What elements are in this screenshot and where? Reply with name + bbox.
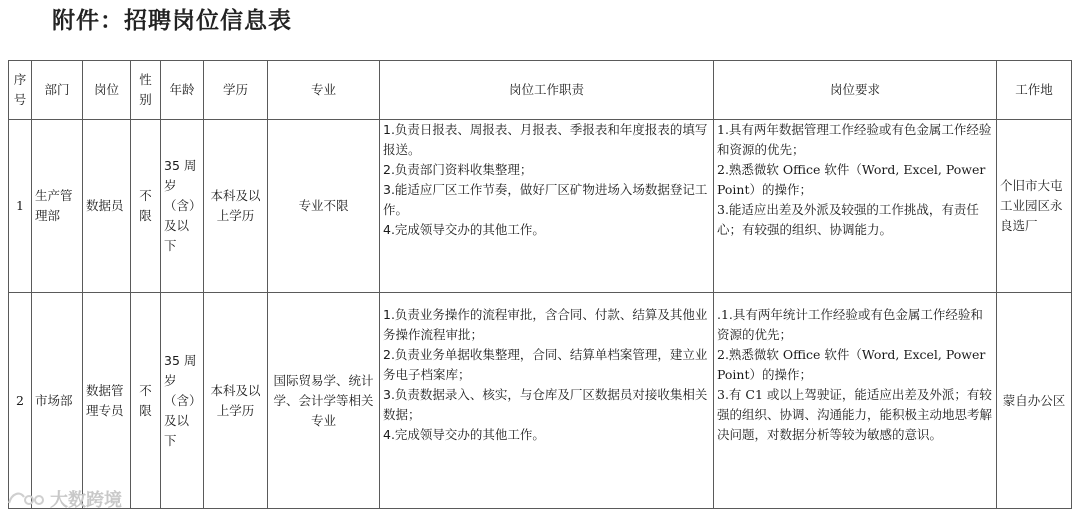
cell-gender: 不限 xyxy=(131,120,161,293)
logo-icon xyxy=(6,489,46,509)
header-position: 岗位 xyxy=(83,61,131,120)
table-header-row xyxy=(9,61,1072,120)
cell-dept: 市场部 xyxy=(32,293,83,509)
header-location: 工作地 xyxy=(997,61,1072,120)
cell-education: 本科及以上学历 xyxy=(204,120,268,293)
cell-duties xyxy=(380,293,714,509)
cell-location: 蒙自办公区 xyxy=(997,293,1072,509)
table-row xyxy=(9,120,1072,293)
cell-location: 个旧市大屯工业园区永良选厂 xyxy=(997,120,1072,293)
cell-major: 专业不限 xyxy=(268,120,380,293)
cell-position: 数据员 xyxy=(83,120,131,293)
requirement-item: 2.熟悉微软 Office 软件（Word, Excel, Power Point）的操作； xyxy=(717,347,986,382)
requirement-item: .1.具有两年统计工作经验或有色金属工作经验和资源的优先； xyxy=(717,307,983,342)
page-title: 附件：招聘岗位信息表 xyxy=(52,8,292,34)
header-no: 序号 xyxy=(9,61,32,120)
cell-education: 本科及以上学历 xyxy=(204,293,268,509)
duty-item: 1.负责业务操作的流程审批，含合同、付款、结算及其他业务操作流程审批； xyxy=(383,307,708,342)
duty-item: 2.负责部门资料收集整理； xyxy=(383,162,533,177)
header-major: 专业 xyxy=(268,61,380,120)
header-duties: 岗位工作职责 xyxy=(380,61,714,120)
watermark-text: 大数跨境 xyxy=(50,490,122,511)
requirement-item: 2.熟悉微软 Office 软件（Word, Excel, Power Point）的操作； xyxy=(717,162,986,197)
header-age: 年龄 xyxy=(161,61,204,120)
duty-item: 1.负责日报表、周报表、月报表、季报表和年度报表的填写报送。 xyxy=(383,122,708,157)
requirement-item: 1.具有两年数据管理工作经验或有色金属工作经验和资源的优先； xyxy=(717,122,992,157)
cell-requirements xyxy=(714,120,997,293)
cell-duties xyxy=(380,120,714,293)
cell-no: 1 xyxy=(9,120,32,293)
cell-age: 35 周岁（含）及以下 xyxy=(161,293,204,509)
cell-position: 数据管理专员 xyxy=(83,293,131,509)
duty-item: 4.完成领导交办的其他工作。 xyxy=(383,427,545,442)
requirement-item: 3.有 C1 或以上驾驶证，能适应出差及外派；有较强的组织、协调、沟通能力，能积极主动地思考解决问题，对数据分析等较为敏感的意识。 xyxy=(717,387,993,442)
table-row xyxy=(9,293,1072,509)
header-requirements: 岗位要求 xyxy=(714,61,997,120)
cell-gender: 不限 xyxy=(131,293,161,509)
cell-dept: 生产管理部 xyxy=(32,120,83,293)
header-gender: 性别 xyxy=(131,61,161,120)
duty-item: 3.负责数据录入、核实，与仓库及厂区数据员对接收集相关数据； xyxy=(383,387,708,422)
requirement-item: 3.能适应出差及外派及较强的工作挑战，有责任心；有较强的组织、协调能力。 xyxy=(717,202,979,237)
watermark xyxy=(6,486,122,512)
cell-requirements xyxy=(714,293,997,509)
duty-item: 3.能适应厂区工作节奏，做好厂区矿物进场入场数据登记工作。 xyxy=(383,182,708,217)
duty-item: 4.完成领导交办的其他工作。 xyxy=(383,222,545,237)
cell-no: 2 xyxy=(9,293,32,509)
header-dept: 部门 xyxy=(32,61,83,120)
duty-item: 2.负责业务单据收集整理，合同、结算单档案管理，建立业务电子档案库； xyxy=(383,347,708,382)
cell-major: 国际贸易学、统计学、会计学等相关专业 xyxy=(268,293,380,509)
header-education: 学历 xyxy=(204,61,268,120)
job-info-table xyxy=(8,60,1072,509)
cell-age: 35 周岁（含）及以下 xyxy=(161,120,204,293)
